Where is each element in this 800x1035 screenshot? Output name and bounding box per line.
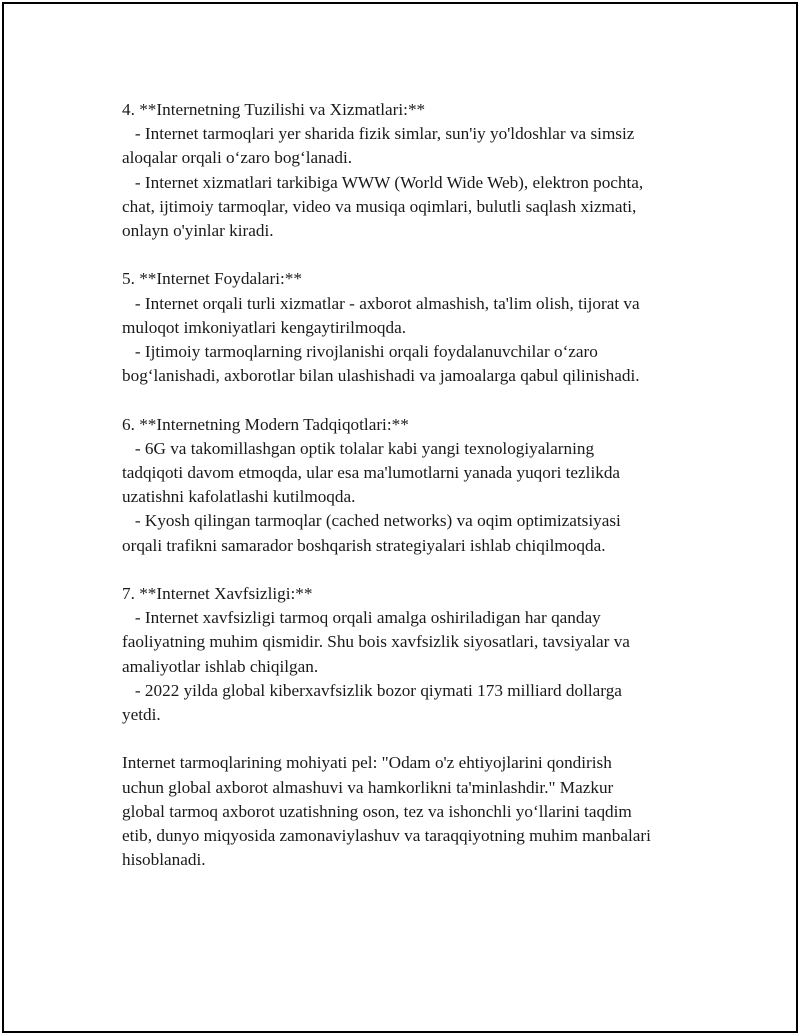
page-frame bbox=[2, 2, 798, 1033]
text-line: tadqiqoti davom etmoqda, ular esa ma'lumotlarni yanada yuqori tezlikda bbox=[122, 463, 621, 483]
text-line: - Internet orqali turli xizmatlar - axborot almashish, ta'lim olish, tijorat va bbox=[122, 293, 640, 313]
section-heading: 5. **Internet Foydalari:** bbox=[122, 269, 302, 289]
section-6-modern-research bbox=[122, 413, 722, 558]
text-line: - Ijtimoiy tarmoqlarning rivojlanishi orqali foydalanuvchilar o‘zaro bbox=[122, 342, 598, 362]
section-heading: 7. **Internet Xavfsizligi:** bbox=[122, 584, 313, 604]
text-line: amaliyotlar ishlab chiqilgan. bbox=[122, 656, 319, 676]
text-line: global tarmoq axborot uzatishning oson, tez va ishonchli yo‘llarini taqdim bbox=[122, 801, 632, 821]
text-line: faoliyatning muhim qismidir. Shu bois xavfsizlik siyosatlari, tavsiyalar va bbox=[122, 632, 630, 652]
section-heading: 4. **Internetning Tuzilishi va Xizmatlari:** bbox=[122, 100, 426, 119]
section-5-benefits bbox=[122, 267, 722, 388]
section-4-structure-and-services bbox=[122, 98, 722, 243]
text-line: uzatishni kafolatlashi kutilmoqda. bbox=[122, 487, 356, 507]
text-line: - Internet xizmatlari tarkibiga WWW (World Wide Web), elektron pochta, bbox=[122, 172, 644, 192]
text-line: - Internet xavfsizligi tarmoq orqali amalga oshiriladigan har qanday bbox=[122, 608, 601, 628]
text-line: Internet tarmoqlarining mohiyati pel: "Odam o'z ehtiyojlarini qondirish bbox=[122, 753, 612, 773]
text-line: muloqot imkoniyatlari kengaytirilmoqda. bbox=[122, 317, 407, 337]
text-line: chat, ijtimoiy tarmoqlar, video va musiqa oqimlari, bulutli saqlash xizmati, bbox=[122, 196, 637, 216]
text-line: yetdi. bbox=[122, 705, 161, 725]
text-line: uchun global axborot almashuvi va hamkorlikni ta'minlashdir." Mazkur bbox=[122, 777, 614, 797]
text-line: hisoblanadi. bbox=[122, 850, 206, 870]
text-line: - Kyosh qilingan tarmoqlar (cached networks) va oqim optimizatsiyasi bbox=[122, 511, 621, 531]
text-line: onlayn o'yinlar kiradi. bbox=[122, 221, 274, 241]
section-7-security bbox=[122, 582, 722, 727]
text-line: aloqalar orqali o‘zaro bog‘lanadi. bbox=[122, 148, 353, 168]
text-line: etib, dunyo miqyosida zamonaviylashuv va taraqqiyotning muhim manbalari bbox=[122, 826, 651, 846]
text-line: orqali trafikni samarador boshqarish strategiyalari ishlab chiqilmoqda. bbox=[122, 535, 606, 555]
text-line: - Internet tarmoqlari yer sharida fizik simlar, sun'iy yo'ldoshlar va simsiz bbox=[122, 124, 635, 144]
text-line: bog‘lanishadi, axborotlar bilan ulashishadi va jamoalarga qabul qilinishadi. bbox=[122, 366, 640, 386]
text-line: - 2022 yilda global kiberxavfsizlik bozor qiymati 173 milliard dollarga bbox=[122, 680, 622, 700]
text-line: - 6G va takomillashgan optik tolalar kabi yangi texnologiyalarning bbox=[122, 438, 595, 458]
conclusion-paragraph bbox=[122, 751, 722, 872]
section-heading: 6. **Internetning Modern Tadqiqotlari:** bbox=[122, 414, 409, 434]
document-body bbox=[122, 98, 722, 897]
